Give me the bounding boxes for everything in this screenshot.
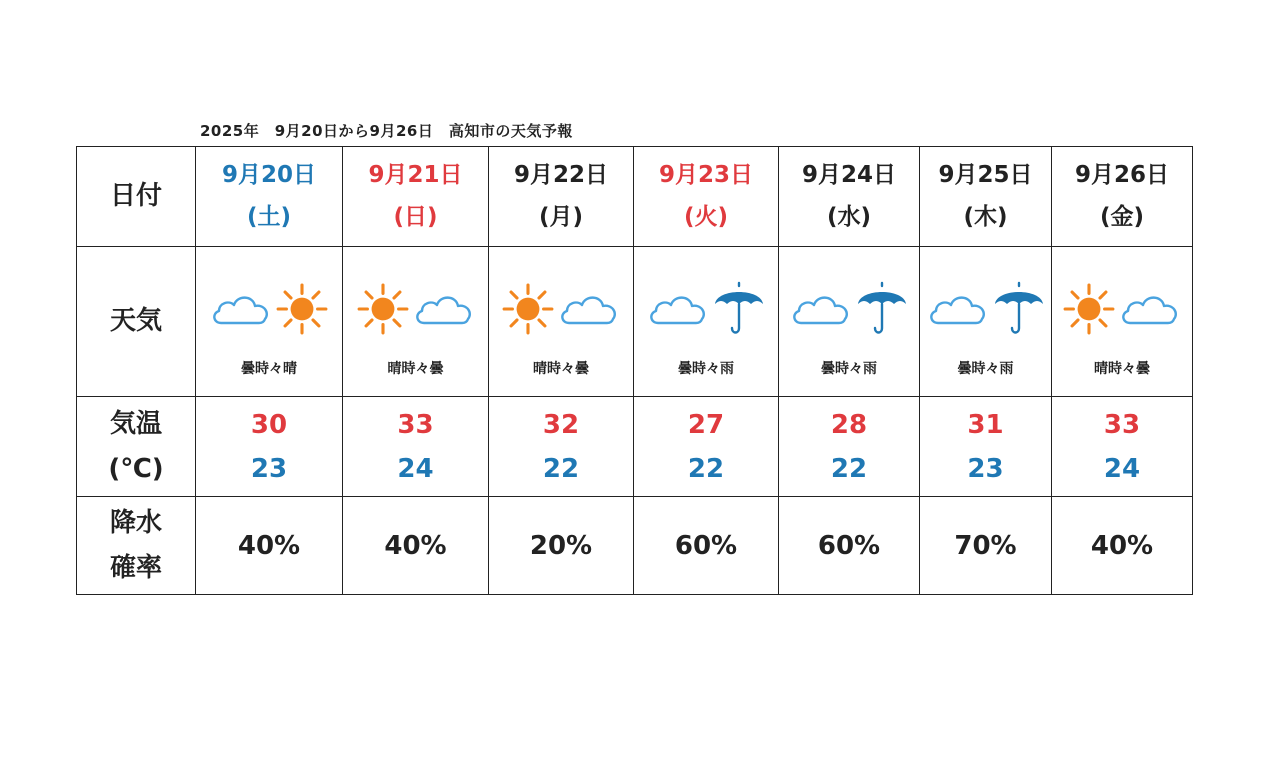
date-text: 9月26日 [1074, 161, 1169, 188]
temperature-label-line2: (℃) [108, 453, 164, 484]
weekday-text: (月) [538, 203, 584, 230]
cloud-icon [412, 289, 476, 329]
weather-icons [489, 274, 633, 344]
weekday-text: (水) [826, 203, 872, 230]
cloud-icon [646, 289, 710, 329]
weather-icons [779, 274, 919, 344]
cloud-icon [926, 289, 990, 329]
weather-icons [920, 274, 1051, 344]
date-cell-6 [1052, 147, 1193, 247]
date-text: 9月25日 [938, 161, 1033, 188]
date-text: 9月24日 [801, 161, 896, 188]
precipitation-row [77, 497, 1193, 595]
weather-condition: 晴時々曇 [387, 360, 444, 377]
weather-row [77, 247, 1193, 397]
precipitation-label-line2: 確率 [109, 552, 162, 583]
high-temp: 27 [687, 409, 725, 440]
precipitation-cell-6: 40% [1052, 497, 1193, 595]
low-temp: 24 [1103, 453, 1141, 484]
weekday-text: (土) [246, 203, 292, 230]
weather-cell-2 [489, 247, 634, 397]
date-text: 9月22日 [513, 161, 608, 188]
weather-condition: 曇時々雨 [957, 360, 1014, 377]
temperature-cell-1 [343, 397, 489, 497]
precipitation-row-label [77, 497, 196, 595]
high-temp: 28 [830, 409, 868, 440]
date-cell-4 [779, 147, 920, 247]
sun-icon [275, 282, 329, 336]
high-temp: 33 [1103, 409, 1141, 440]
date-cell-5 [920, 147, 1052, 247]
umbrella-icon [855, 280, 909, 338]
date-cell-1 [343, 147, 489, 247]
weather-row-label: 天気 [77, 247, 196, 397]
weather-cell-0 [196, 247, 343, 397]
date-row [77, 147, 1193, 247]
weekday-text: (木) [963, 203, 1008, 230]
sun-icon [356, 282, 410, 336]
cloud-icon [209, 289, 273, 329]
high-temp: 31 [967, 409, 1004, 440]
weather-cell-5 [920, 247, 1052, 397]
date-text: 9月23日 [658, 161, 753, 188]
weather-condition: 曇時々雨 [678, 360, 734, 377]
weather-cell-1 [343, 247, 489, 397]
weekday-text: (日) [393, 203, 438, 230]
forecast-table [76, 146, 1193, 595]
precipitation-cell-5: 70% [920, 497, 1052, 595]
high-temp: 33 [397, 409, 434, 440]
weather-condition: 晴時々曇 [1094, 360, 1150, 377]
temperature-cell-2 [489, 397, 634, 497]
cloud-icon [1118, 289, 1182, 329]
weekday-text: (金) [1099, 203, 1145, 230]
weather-condition: 晴時々曇 [533, 360, 589, 377]
date-cell-2 [489, 147, 634, 247]
low-temp: 23 [967, 453, 1004, 484]
date-text: 9月20日 [221, 161, 316, 188]
umbrella-icon [712, 280, 766, 338]
low-temp: 24 [397, 453, 434, 484]
precipitation-cell-3: 60% [634, 497, 779, 595]
low-temp: 22 [687, 453, 725, 484]
temperature-label-line1: 気温 [109, 409, 162, 440]
temperature-row-label [77, 397, 196, 497]
date-cell-0 [196, 147, 343, 247]
precipitation-cell-4: 60% [779, 497, 920, 595]
weather-icons [1052, 274, 1192, 344]
precipitation-label-line1: 降水 [109, 508, 162, 539]
low-temp: 22 [830, 453, 868, 484]
high-temp: 32 [542, 409, 580, 440]
sun-icon [501, 282, 555, 336]
umbrella-icon [992, 280, 1046, 338]
temperature-cell-5 [920, 397, 1052, 497]
low-temp: 23 [250, 453, 288, 484]
weather-condition: 曇時々雨 [821, 360, 877, 377]
weather-icons [196, 274, 342, 344]
date-row-label: 日付 [77, 147, 196, 247]
weather-icons [343, 274, 488, 344]
date-cell-3 [634, 147, 779, 247]
weather-icons [634, 274, 778, 344]
sun-icon [1062, 282, 1116, 336]
forecast-caption: 2025年 9月20日から9月26日 高知市の天気予報 [200, 122, 573, 140]
precipitation-cell-0: 40% [196, 497, 343, 595]
temperature-cell-4 [779, 397, 920, 497]
date-text: 9月21日 [368, 161, 463, 188]
temperature-row [77, 397, 1193, 497]
temperature-cell-6 [1052, 397, 1193, 497]
weather-condition: 曇時々晴 [241, 360, 297, 377]
cloud-icon [557, 289, 621, 329]
precipitation-cell-1: 40% [343, 497, 489, 595]
cloud-icon [789, 289, 853, 329]
weather-cell-3 [634, 247, 779, 397]
temperature-cell-3 [634, 397, 779, 497]
low-temp: 22 [542, 453, 580, 484]
weather-cell-4 [779, 247, 920, 397]
precipitation-cell-2: 20% [489, 497, 634, 595]
temperature-cell-0 [196, 397, 343, 497]
weather-cell-6 [1052, 247, 1193, 397]
weekday-text: (火) [683, 203, 729, 230]
high-temp: 30 [250, 409, 288, 440]
